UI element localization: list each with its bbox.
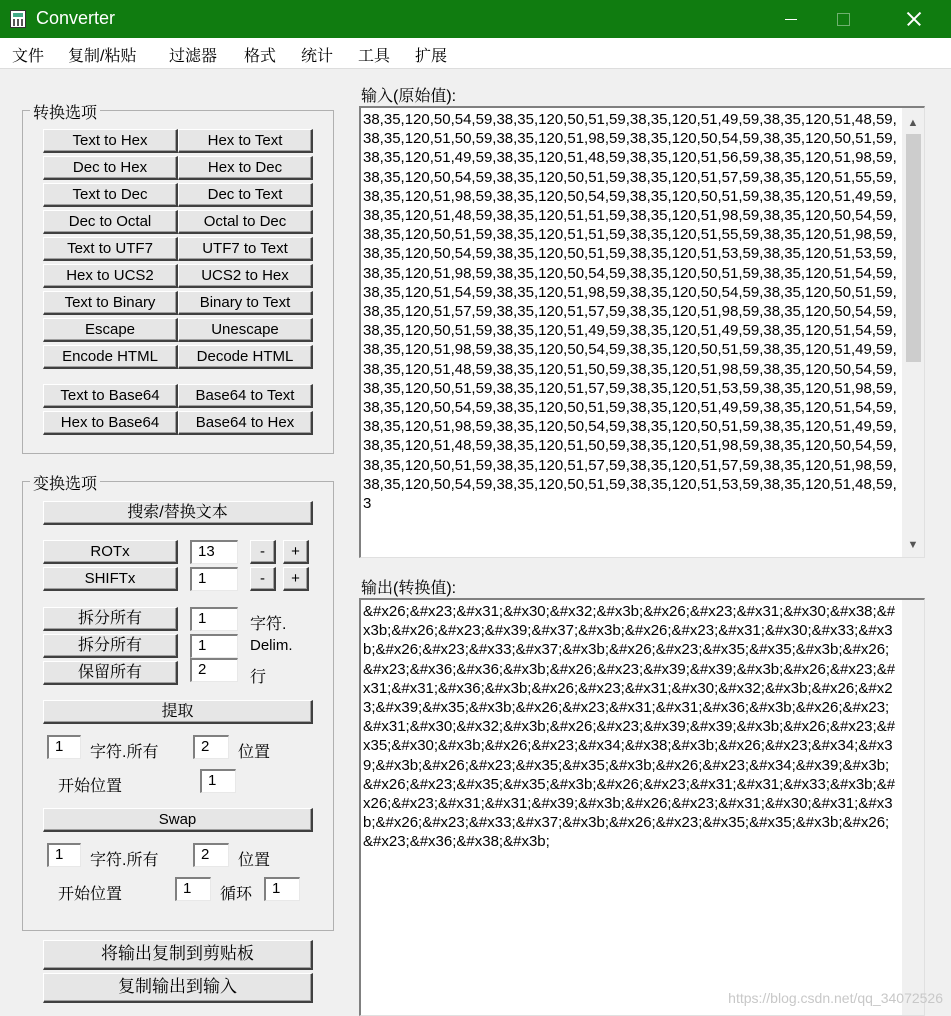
title-bar <box>0 0 951 38</box>
text-to-utf7-button[interactable]: Text to UTF7 <box>43 237 178 261</box>
swap-count-label: 字符.所有 <box>90 852 159 869</box>
split-delim-button[interactable]: 拆分所有 <box>43 634 178 658</box>
swap-button[interactable]: Swap <box>43 808 313 832</box>
menu-statistics[interactable]: 统计 <box>301 48 334 65</box>
scroll-up-icon[interactable]: ▲ <box>907 117 919 129</box>
split-chars-field[interactable]: 1 <box>190 607 238 631</box>
minimize-button[interactable] <box>768 0 814 38</box>
input-textarea[interactable] <box>359 106 925 558</box>
menu-bar <box>0 38 951 69</box>
output-scrollbar[interactable] <box>902 600 924 1016</box>
text-to-hex-button[interactable]: Text to Hex <box>43 129 178 153</box>
extract-count-label: 字符.所有 <box>90 744 159 761</box>
encode-html-button[interactable]: Encode HTML <box>43 345 178 369</box>
calculator-icon <box>10 10 26 28</box>
menu-filter[interactable]: 过滤器 <box>169 48 218 65</box>
maximize-button[interactable] <box>820 0 866 38</box>
split-delim-field[interactable]: 1 <box>190 634 238 658</box>
search-replace-button[interactable]: 搜索/替换文本 <box>43 501 313 525</box>
menu-copy-paste[interactable]: 复制/粘贴 <box>68 48 137 65</box>
shiftx-increment-button[interactable]: + <box>283 567 309 591</box>
menu-tools[interactable]: 工具 <box>358 48 391 65</box>
rotx-button[interactable]: ROTx <box>43 540 178 564</box>
window-title: Converter <box>36 8 116 28</box>
transform-options-title: 变换选项 <box>30 471 100 494</box>
output-textarea[interactable] <box>359 598 925 1016</box>
swap-start-field[interactable]: 1 <box>175 877 211 901</box>
split-chars-button[interactable]: 拆分所有 <box>43 607 178 631</box>
binary-to-text-button[interactable]: Binary to Text <box>178 291 313 315</box>
extract-button[interactable]: 提取 <box>43 700 313 724</box>
utf7-to-text-button[interactable]: UTF7 to Text <box>178 237 313 261</box>
extract-count-field[interactable]: 1 <box>47 735 81 759</box>
base64-to-hex-button[interactable]: Base64 to Hex <box>178 411 313 435</box>
swap-count-field[interactable]: 1 <box>47 843 81 867</box>
escape-button[interactable]: Escape <box>43 318 178 342</box>
keep-lines-unit: 行 <box>250 669 267 686</box>
octal-to-dec-button[interactable]: Octal to Dec <box>178 210 313 234</box>
dec-to-text-button[interactable]: Dec to Text <box>178 183 313 207</box>
decode-html-button[interactable]: Decode HTML <box>178 345 313 369</box>
close-button[interactable] <box>890 0 936 38</box>
base64-to-text-button[interactable]: Base64 to Text <box>178 384 313 408</box>
dec-to-hex-button[interactable]: Dec to Hex <box>43 156 178 180</box>
swap-start-label: 开始位置 <box>58 886 123 903</box>
hex-to-text-button[interactable]: Hex to Text <box>178 129 313 153</box>
hex-to-base64-button[interactable]: Hex to Base64 <box>43 411 178 435</box>
keep-lines-field[interactable]: 2 <box>190 658 238 682</box>
swap-loop-field[interactable]: 1 <box>264 877 300 901</box>
text-to-dec-button[interactable]: Text to Dec <box>43 183 178 207</box>
copy-output-to-input-button[interactable]: 复制输出到输入 <box>43 973 313 1003</box>
extract-start-label: 开始位置 <box>58 778 123 795</box>
ucs2-to-hex-button[interactable]: UCS2 to Hex <box>178 264 313 288</box>
input-label: 输入(原始值): <box>361 88 457 105</box>
menu-extensions[interactable]: 扩展 <box>415 48 448 65</box>
input-scroll-thumb[interactable] <box>906 134 921 362</box>
split-delim-unit: Delim. <box>250 637 293 654</box>
output-text: &#x26;&#x23;&#x31;&#x30;&#x32;&#x3b;&#x26;&#x23;&#x31;&#x30;&#x38;&#x3b;&#x26;&#x23;&#x39;&#x37;&#x3b;&#x26;&#x23;&#x31;&#x30;&#x33;&#x3b;&#x26;&#x23;&#x33;&#x37;&#x3b;&#x26;&#x23;&#x35;&#x35;&#x3b;&#x26;&#x23;&#x36;&#x36;&#x3b;&#x26;&#x23;&#x39;&#x39;&#x3b;&#x26;&#x23;&#x31;&#x31;&#x36;&#x3b;&#x26;&#x23;&#x31;&#x30;&#x32;&#x3b;&#x26;&#x23;&#x39;&#x35;&#x3b;&#x26;&#x23;&#x31;&#x31;&#x36;&#x3b;&#x26;&#x23;&#x31;&#x30;&#x32;&#x3b;&#x26;&#x23;&#x39;&#x39;&#x3b;&#x26;&#x23;&#x35;&#x30;&#x3b;&#x26;&#x23;&#x34;&#x38;&#x3b;&#x26;&#x23;&#x34;&#x39;&#x3b;&#x26;&#x23;&#x35;&#x35;&#x3b;&#x26;&#x23;&#x34;&#x39;&#x3b;&#x26;&#x23;&#x35;&#x35;&#x3b;&#x26;&#x23;&#x31;&#x31;&#x33;&#x3b;&#x26;&#x23;&#x31;&#x31;&#x39;&#x3b;&#x26;&#x23;&#x31;&#x30;&#x31;&#x3b;&#x26;&#x23;&#x33;&#x37;&#x3b;&#x26;&#x23;&#x35;&#x35;&#x3b;&#x26;&#x23;&#x36;&#x38;&#x3b; <box>363 603 896 851</box>
swap-position-field[interactable]: 2 <box>193 843 229 867</box>
output-label: 输出(转换值): <box>361 580 457 597</box>
rotx-decrement-button[interactable]: - <box>250 540 276 564</box>
dec-to-octal-button[interactable]: Dec to Octal <box>43 210 178 234</box>
extract-start-field[interactable]: 1 <box>200 769 236 793</box>
text-to-base64-button[interactable]: Text to Base64 <box>43 384 178 408</box>
shiftx-button[interactable]: SHIFTx <box>43 567 178 591</box>
swap-loop-label: 循环 <box>220 886 253 903</box>
hex-to-dec-button[interactable]: Hex to Dec <box>178 156 313 180</box>
keep-lines-button[interactable]: 保留所有 <box>43 661 178 685</box>
scroll-down-icon[interactable]: ▼ <box>907 539 919 551</box>
text-to-binary-button[interactable]: Text to Binary <box>43 291 178 315</box>
hex-to-ucs2-button[interactable]: Hex to UCS2 <box>43 264 178 288</box>
swap-position-label: 位置 <box>238 852 271 869</box>
shiftx-decrement-button[interactable]: - <box>250 567 276 591</box>
unescape-button[interactable]: Unescape <box>178 318 313 342</box>
rotx-value-field[interactable]: 13 <box>190 540 238 564</box>
input-scrollbar[interactable] <box>902 108 924 557</box>
watermark-text: https://blog.csdn.net/qq_34072526 <box>728 990 943 1006</box>
extract-position-label: 位置 <box>238 744 271 761</box>
input-text: 38,35,120,50,54,59,38,35,120,50,51,59,38,35,120,51,49,59,38,35,120,51,48,59,38,35,120,51,50,59,38,35,120,51,98,59,38,35,120,50,54,59,38,35,120,50,51,59,38,35,120,51,49,59,38,35,120,51,48,59,38,35,120,51,56,59,38,35,120,51,98,59,38,35,120,50,54,59,38,35,120,50,51,59,38,35,120,51,57,59,38,35,120,51,55,59,38,35,120,51,98,59,38,35,120,50,54,59,38,35,120,50,51,59,38,35,120,51,49,59,38,35,120,51,48,59,38,35,120,51,51,59,38,35,120,51,98,59,38,35,120,50,54,59,38,35,120,50,51,59,38,35,120,51,51,59,38,35,120,51,55,59,38,35,120,51,98,59,38,35,120,50,54,59,38,35,120,50,51,59,38,35,120,51,53,59,38,35,120,51,53,59,38,35,120,51,98,59,38,35,120,50,54,59,38,35,120,50,51,59,38,35,120,51,54,59,38,35,120,51,54,59,38,35,120,51,98,59,38,35,120,50,54,59,38,35,120,50,51,59,38,35,120,51,57,59,38,35,120,51,57,59,38,35,120,51,98,59,38,35,120,50,54,59,38,35,120,50,51,59,38,35,120,51,49,59,38,35,120,51,49,59,38,35,120,51,54,59,38,35,120,51,98,59,38,35,120,50,54,59,38,35,120,50,51,59,38,35,120,51,49,59,38,35,120,51,48,59,38,35,120,51,50,59,38,35,120,51,98,59,38,35,120,50,54,59,38,35,120,50,51,59,38,35,120,51,57,59,38,35,120,51,53,59,38,35,120,51,98,59,38,35,120,50,54,59,38,35,120,50,51,59,38,35,120,51,49,59,38,35,120,51,54,59,38,35,120,51,98,59,38,35,120,50,54,59,38,35,120,50,51,59,38,35,120,51,49,59,38,35,120,51,48,59,38,35,120,51,50,59,38,35,120,51,98,59,38,35,120,50,54,59,38,35,120,50,51,59,38,35,120,51,57,59,38,35,120,51,57,59,38,35,120,51,98,59,38,35,120,50,54,59,38,35,120,50,51,59,38,35,120,51,53,59,38,35,120,51,48,59,3 <box>363 111 897 513</box>
extract-position-field[interactable]: 2 <box>193 735 229 759</box>
copy-output-to-clipboard-button[interactable]: 将输出复制到剪贴板 <box>43 940 313 970</box>
shiftx-value-field[interactable]: 1 <box>190 567 238 591</box>
convert-options-title: 转换选项 <box>30 100 100 123</box>
menu-format[interactable]: 格式 <box>244 48 277 65</box>
rotx-increment-button[interactable]: + <box>283 540 309 564</box>
split-chars-unit: 字符. <box>250 616 287 633</box>
menu-file[interactable]: 文件 <box>12 48 45 65</box>
